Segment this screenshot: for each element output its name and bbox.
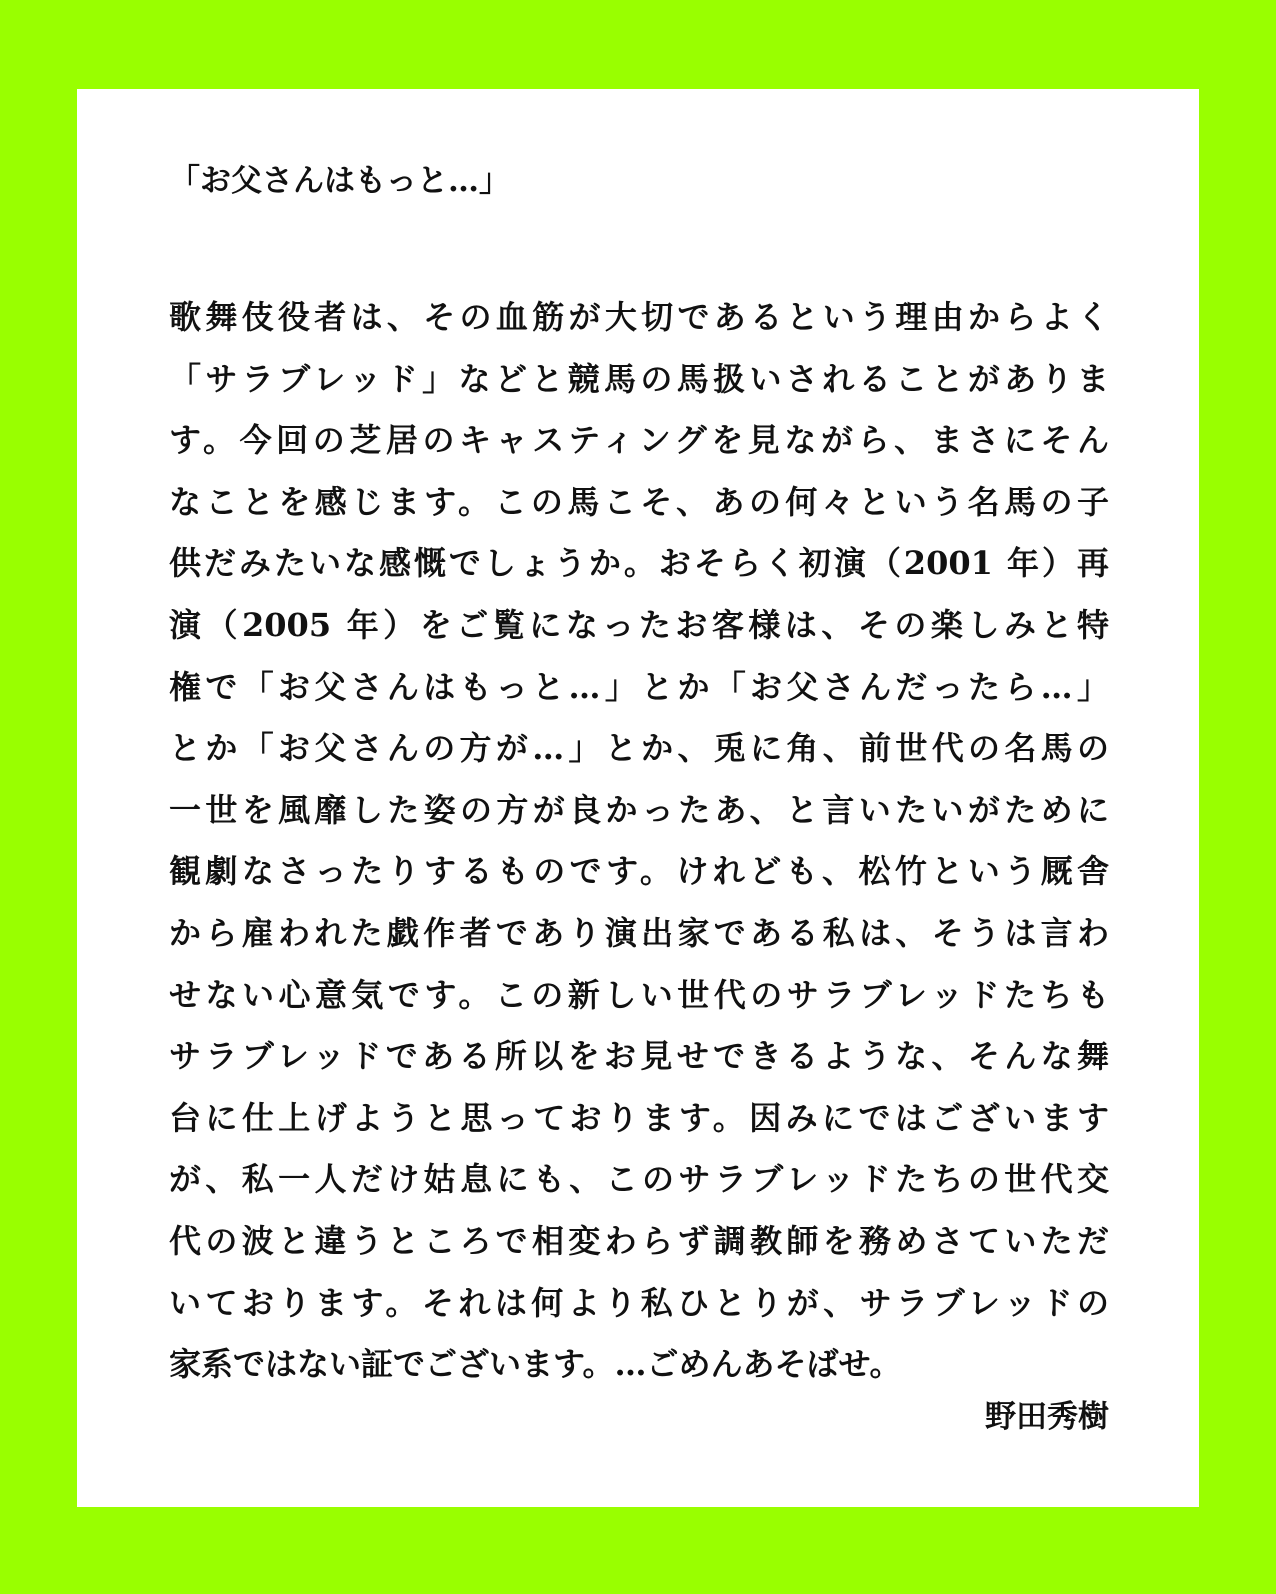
body-line: 代の波と違うところで相変わらず調教師を務めさていただ xyxy=(169,1221,1109,1260)
essay-body xyxy=(169,287,1109,1396)
message-card xyxy=(77,89,1199,1507)
essay-title: 「お父さんはもっと…」 xyxy=(169,163,510,199)
body-line: 演（2005 年）をご覧になったお客様は、その楽しみと特 xyxy=(169,605,1109,644)
body-line: なことを感じます。この馬こそ、あの何々という名馬の子 xyxy=(169,482,1109,521)
body-line: 観劇なさったりするものです。けれども、松竹という厩舎 xyxy=(169,852,1109,891)
body-line: す。今回の芝居のキャスティングを見ながら、まさにそん xyxy=(169,421,1109,460)
body-line: とか「お父さんの方が…」とか、兎に角、前世代の名馬の xyxy=(169,729,1109,768)
body-line: 歌舞伎役者は、その血筋が大切であるという理由からよく xyxy=(169,298,1109,336)
body-line: 台に仕上げようと思っております。因みにではございます xyxy=(169,1098,1109,1137)
body-line: から雇われた戯作者であり演出家である私は、そうは言わ xyxy=(169,913,1109,952)
body-line: いております。それは何より私ひとりが、サラブレッドの xyxy=(169,1283,1109,1322)
body-line: せない心意気です。この新しい世代のサラブレッドたちも xyxy=(169,975,1109,1014)
body-line: 家系ではない証でございます。…ごめんあそばせ。 xyxy=(169,1345,902,1384)
author-signature: 野田秀樹 xyxy=(985,1399,1109,1435)
body-line: が、私一人だけ姑息にも、このサラブレッドたちの世代交 xyxy=(169,1160,1109,1199)
body-line: 権で「お父さんはもっと…」とか「お父さんだったら…」 xyxy=(169,667,1109,706)
body-line: 「サラブレッド」などと競馬の馬扱いされることがありま xyxy=(169,359,1109,398)
body-line: 一世を風靡した姿の方が良かったあ、と言いたいがために xyxy=(169,790,1109,829)
body-line: 供だみたいな感慨でしょうか。おそらく初演（2001 年）再 xyxy=(169,544,1109,583)
body-line: サラブレッドである所以をお見せできるような、そんな舞 xyxy=(169,1037,1109,1076)
